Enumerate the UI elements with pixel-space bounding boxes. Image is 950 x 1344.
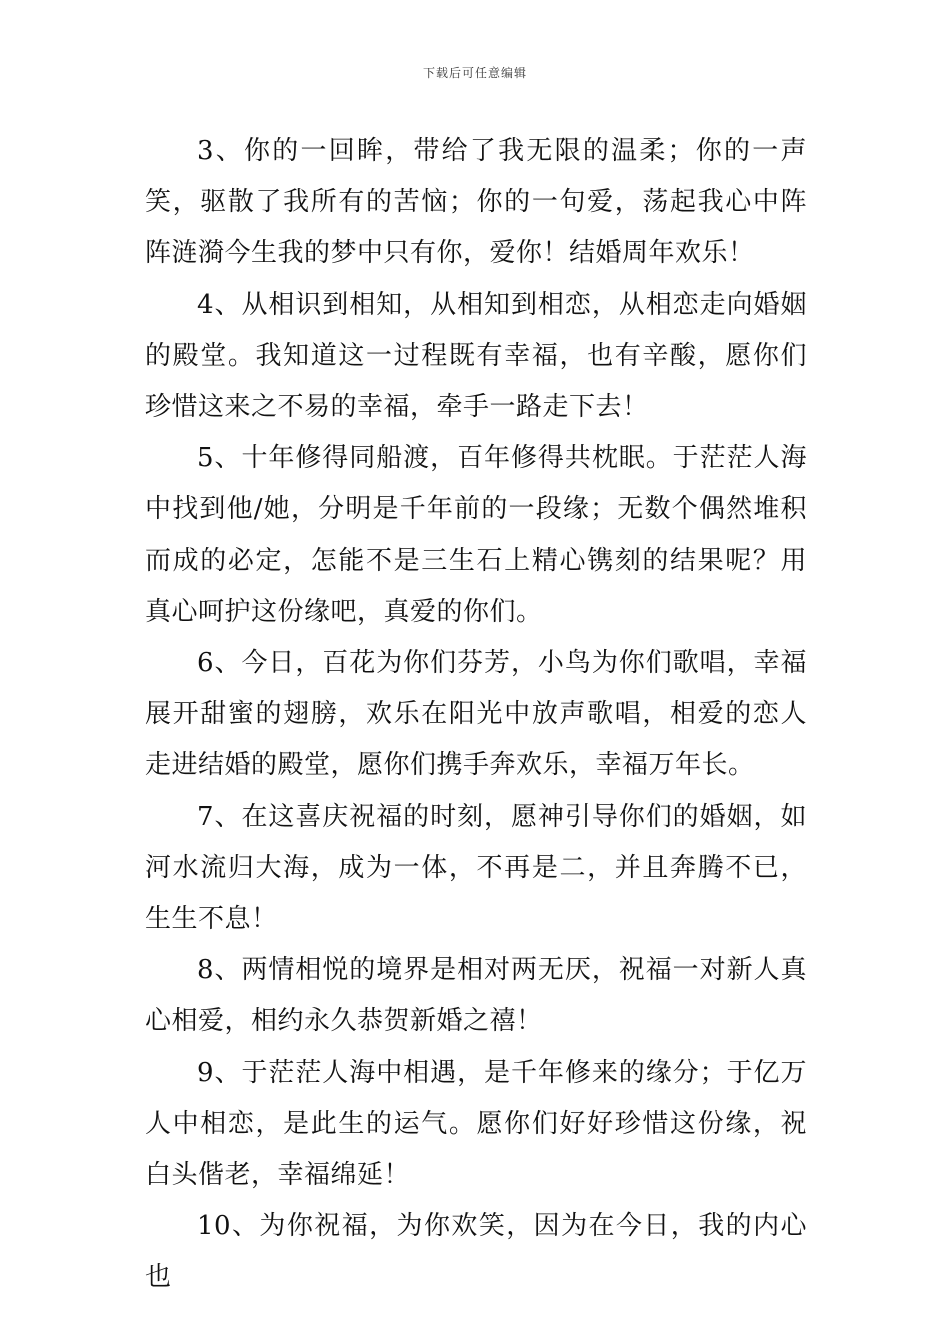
- paragraph-10: 10、为你祝福，为你欢笑，因为在今日，我的内心也: [145, 1211, 807, 1293]
- document-body: [145, 126, 807, 1304]
- paragraph-6: 6、今日，百花为你们芬芳，小鸟为你们歌唱，幸福展开甜蜜的翅膀，欢乐在阳光中放声歌唱，相爱的恋人走进结婚的殿堂，愿你们携手奔欢乐，幸福万年长。: [145, 648, 807, 781]
- paragraph-5: 5、十年修得同船渡，百年修得共枕眠。于茫茫人海中找到他/她，分明是千年前的一段缘；无数个偶然堆积而成的必定，怎能不是三生石上精心镌刻的结果呢？用真心呵护这份缘吧，真爱的你们。: [145, 443, 807, 627]
- paragraph-8: 8、两情相悦的境界是相对两无厌，祝福一对新人真心相爱，相约永久恭贺新婚之禧！: [145, 955, 807, 1037]
- paragraph-9: 9、于茫茫人海中相遇，是千年修来的缘分；于亿万人中相恋，是此生的运气。愿你们好好珍惜这份缘，祝白头偕老，幸福绵延！: [145, 1057, 807, 1191]
- paragraph-7: 7、在这喜庆祝福的时刻，愿神引导你们的婚姻，如河水流归大海，成为一体，不再是二，并且奔腾不已，生生不息！: [145, 801, 807, 935]
- paragraph-3: 3、你的一回眸，带给了我无限的温柔；你的一声笑，驱散了我所有的苦恼；你的一句爱，荡起我心中阵阵涟漪今生我的梦中只有你，爱你！结婚周年欢乐！: [145, 136, 807, 269]
- paragraph-4: 4、从相识到相知，从相知到相恋，从相恋走向婚姻的殿堂。我知道这一过程既有幸福，也有辛酸，愿你们珍惜这来之不易的幸福，牵手一路走下去！: [145, 289, 807, 423]
- header-note: 下载后可任意编辑: [422, 66, 527, 80]
